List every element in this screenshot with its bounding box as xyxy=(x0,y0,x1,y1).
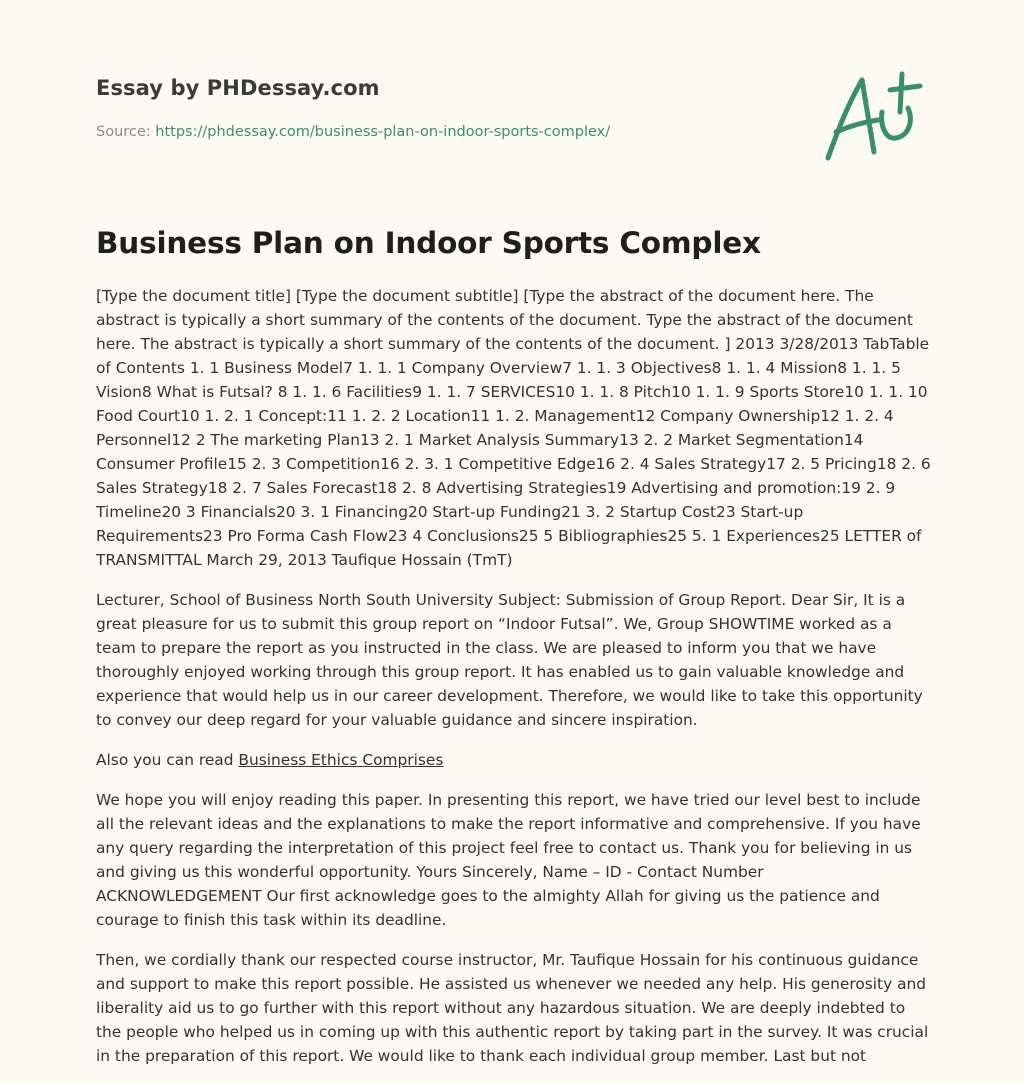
article-paragraph: Then, we cordially thank our respected course instructor, Mr. Taufique Hossain for his continuous guidance and support to make this report possible. He assisted us whenever we needed any help. His generosity and liberality aid us to go further with this report without any hazardous situation. We are deeply indebted to the people who helped us in coming up with this authentic report by taking part in the survey. It was crucial in the preparation of this report. We would like to thank each individual group member. Last but not xyxy=(96,951,929,1065)
article-paragraph: We hope you will enjoy reading this paper. In presenting this report, we have tried our level best to include all the relevant ideas and the explanations to make the report informative and comprehensive. If you have any query regarding the interpretation of this project feel free to contact us. Thank you for believing in us and giving us this wonderful opportunity. Yours Sincerely, Name – ID - Contact Number ACKNOWLEDGEMENT Our first acknowledge goes to the almighty Allah for giving us the patience and courage to finish this task within its deadline. xyxy=(96,791,921,929)
a-plus-logo-icon xyxy=(820,68,930,164)
source-link[interactable]: https://phdessay.com/business-plan-on-indoor-sports-complex/ xyxy=(155,124,611,140)
article-paragraph: [Type the document title] [Type the document subtitle] [Type the abstract of the document here. The abstract is typically a short summary of the contents of the document. Type the abstract of the document here. The abstract is typically a short summary of the contents of the document. ] 2013 3/28/2013 TabTable of Contents 1. 1 Business Model7 1. 1. 1 Company Overview7 1. 1. 3 Objectives8 1. 1. 4 Mission8 1. 1. 5 Vision8 What is Futsal? 8 1. 1. 6 Facilities9 1. 1. 7 SERVICES10 1. 1. 8 Pitch10 1. 1. 9 Sports Store10 1. 1. 10 Food Court10 1. 2. 1 Concept:11 1. 2. 2 Location11 1. 2. Management12 Company Ownership12 1. 2. 4 Personnel12 2 The marketing Plan13 2. 1 Market Analysis Summary13 2. 2 Market Segmentation14 Consumer Profile15 2. 3 Competition16 2. 3. 1 Competitive Edge16 2. 4 Sales Strategy17 2. 5 Pricing18 2. 6 Sales Strategy18 2. 7 Sales Forecast18 2. 8 Advertising Strategies19 Advertising and promotion:19 2. 9 Timeline20 3 Financials20 3. 1 Financing20 Start-up Funding21 3. 2 Startup Cost23 Start-up Requirements23 Pro Forma Cash Flow23 4 Conclusions25 5 Bibliographies25 5. 1 Experiences25 LETTER of TRANSMITTAL March 29, 2013 Taufique Hossain (TmT) xyxy=(96,287,931,569)
also-read-line xyxy=(96,748,931,772)
also-read-prefix: Also you can read xyxy=(96,751,239,769)
site-brand: Essay by PHDessay.com xyxy=(96,76,380,100)
article-title: Business Plan on Indoor Sports Complex xyxy=(96,226,761,260)
article-body xyxy=(96,284,931,1084)
also-read-link[interactable]: Business Ethics Comprises xyxy=(238,751,444,769)
source-label: Source: xyxy=(96,124,151,140)
source-line xyxy=(96,124,610,140)
article-paragraph: Lecturer, School of Business North South University Subject: Submission of Group Report. Dear Sir, It is a great pleasure for us to submit this group report on “Indoor Futsal”. We, Group SHOWTIME worked as a team to prepare the report as you instructed in the class. We are pleased to inform you that we have thoroughly enjoyed working through this group report. It has enabled us to gain valuable knowledge and experience that would help us in our career development. Therefore, we would like to take this opportunity to convey our deep regard for your valuable guidance and sincere inspiration. xyxy=(96,591,923,729)
